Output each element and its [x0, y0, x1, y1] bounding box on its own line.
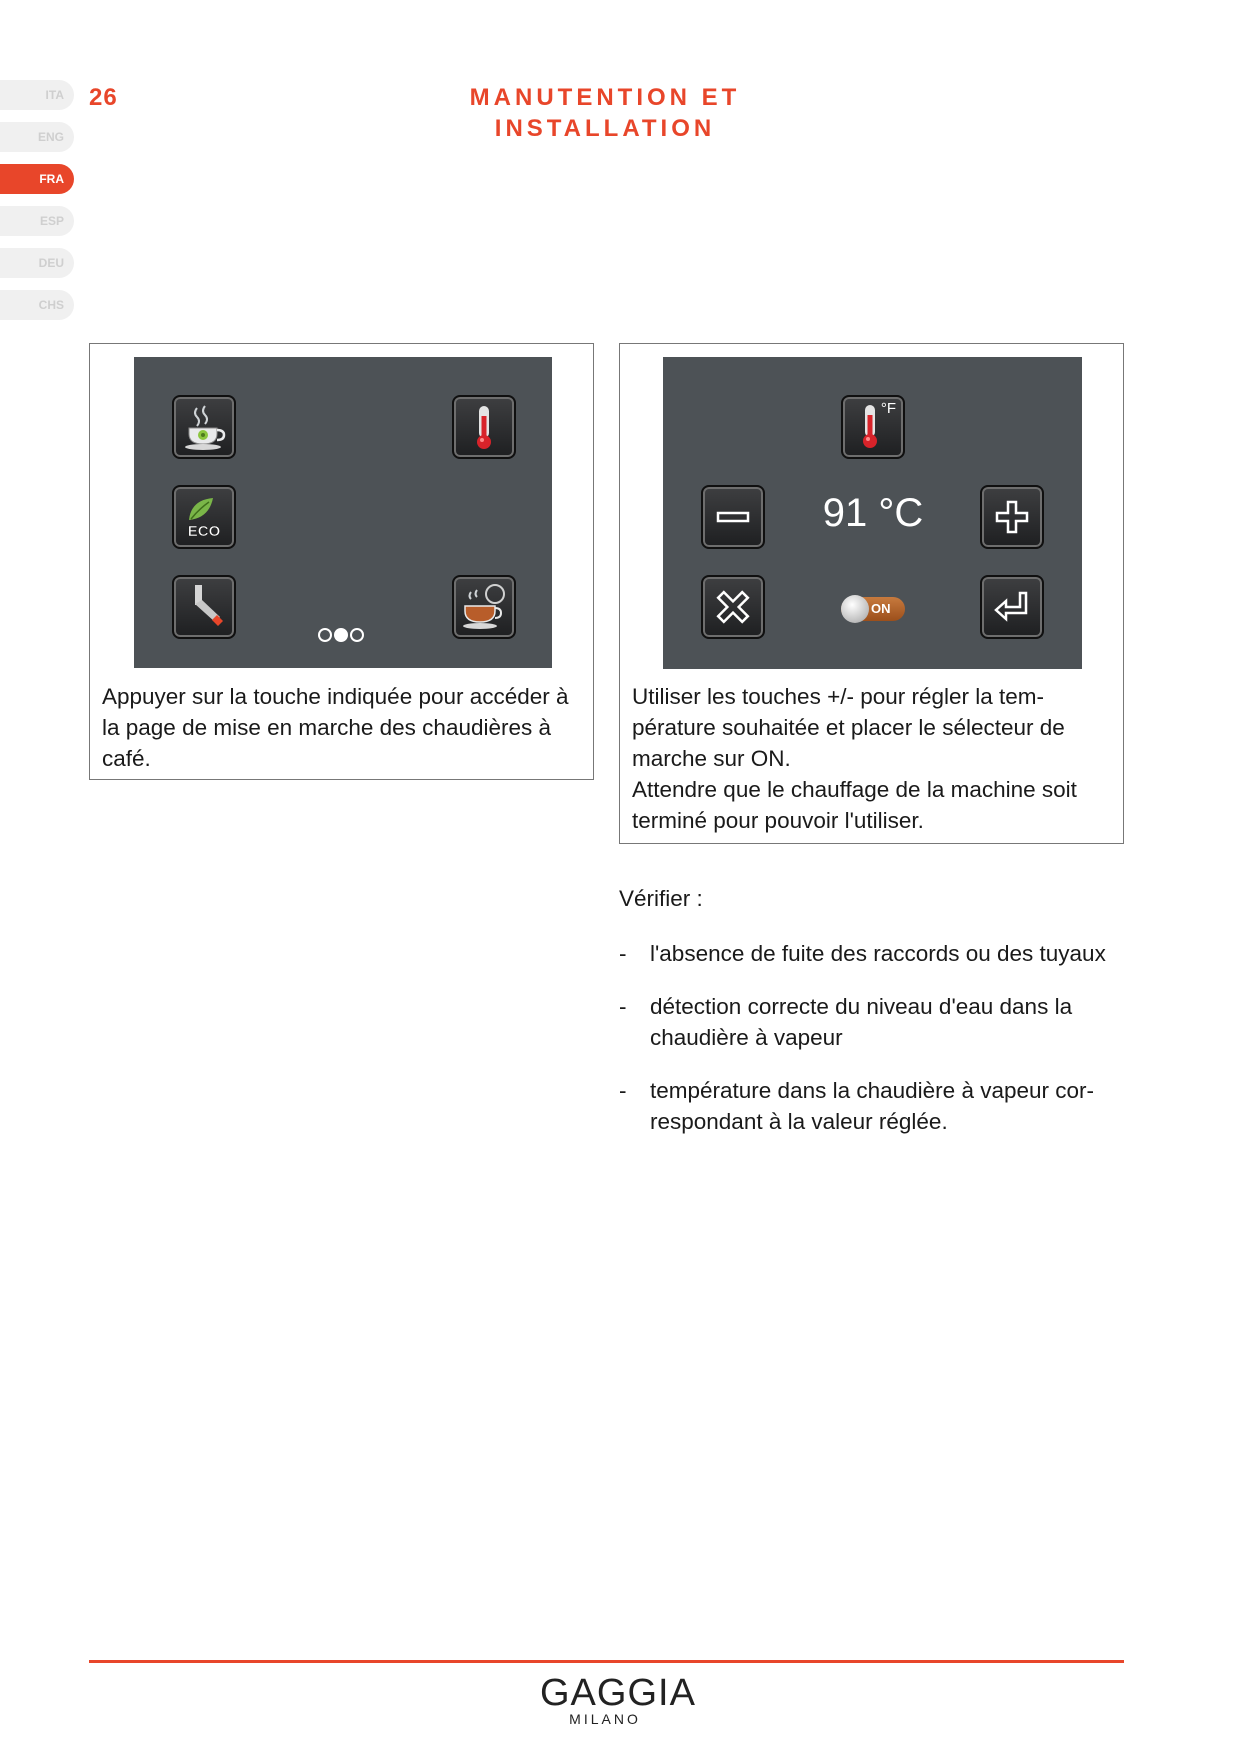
list-dash: -	[619, 1078, 627, 1103]
eco-button[interactable]	[172, 485, 236, 549]
page-title-line1: MANUTENTION ET	[469, 84, 741, 111]
page-number: 26	[89, 84, 118, 111]
list-dash: -	[619, 994, 627, 1019]
coffee-boiler-icon	[179, 402, 229, 452]
temperature-button[interactable]	[452, 395, 516, 459]
coffee-boiler-button[interactable]	[172, 395, 236, 459]
cancel-icon	[711, 585, 755, 629]
list-item	[619, 938, 1139, 969]
list-dash: -	[619, 941, 627, 966]
page-indicator-dot	[350, 628, 364, 642]
verification-section	[619, 883, 1139, 1159]
figure-left-caption	[102, 681, 587, 774]
lang-tab-ita[interactable]: ITA	[0, 80, 74, 110]
page-title-line2: INSTALLATION	[494, 115, 716, 142]
lang-tab-chs[interactable]: CHS	[0, 290, 74, 320]
figure-right-caption	[632, 681, 1117, 836]
page-indicator-dot	[318, 628, 332, 642]
caption-text: Appuyer sur la touche indiquée pour accéder à la page de mise en marche des chaudières à café.	[102, 684, 569, 771]
enter-button[interactable]	[980, 575, 1044, 639]
list-item-text: température dans la chaudière à vapeur cor-respondant à la valeur réglée.	[650, 1078, 1095, 1134]
increase-button[interactable]	[980, 485, 1044, 549]
minus-icon	[711, 495, 755, 539]
switch-label: ON	[871, 601, 891, 616]
lang-tab-eng[interactable]: ENG	[0, 122, 74, 152]
list-item	[619, 1075, 1139, 1137]
steam-wand-icon	[179, 582, 229, 632]
figure-right	[619, 343, 1124, 844]
unit-label: °F	[880, 400, 896, 417]
lang-tab-esp[interactable]: ESP	[0, 206, 74, 236]
page-title	[0, 82, 1210, 144]
brand-logo	[540, 1672, 696, 1727]
brand-subtitle: MILANO	[569, 1711, 641, 1727]
lang-tab-deu[interactable]: DEU	[0, 248, 74, 278]
hot-water-button[interactable]	[452, 575, 516, 639]
page-indicator	[318, 628, 366, 642]
unit-toggle-button[interactable]	[841, 395, 905, 459]
svg-text:ECO: ECO	[187, 523, 221, 540]
temperature-value: 91 °C	[822, 491, 924, 535]
control-screen-home	[134, 357, 552, 668]
thermometer-icon	[459, 402, 509, 452]
enter-icon	[990, 585, 1034, 629]
caption-paragraph-1: Utiliser les touches +/- pour régler la tem-pérature souhaitée et placer le sélecteur de marche sur ON.	[632, 684, 1065, 771]
cancel-button[interactable]	[701, 575, 765, 639]
eco-icon	[179, 492, 229, 542]
list-item	[619, 991, 1139, 1053]
plus-icon	[990, 495, 1034, 539]
caption-paragraph-2: Attendre que le chauffage de la machine soit terminé pour pouvoir l'utiliser.	[632, 777, 1077, 833]
page-indicator-dot-active	[334, 628, 348, 642]
list-item-text: l'absence de fuite des raccords ou des tuyaux	[650, 941, 1106, 966]
lang-tab-fra[interactable]: FRA	[0, 164, 74, 194]
footer-divider	[89, 1660, 1124, 1663]
switch-knob	[841, 595, 869, 623]
hot-cup-icon	[459, 582, 509, 632]
brand-name: GAGGIA	[540, 1672, 696, 1714]
steam-wand-button[interactable]	[172, 575, 236, 639]
verification-heading: Vérifier :	[619, 886, 703, 911]
figure-left	[89, 343, 594, 780]
decrease-button[interactable]	[701, 485, 765, 549]
list-item-text: détection correcte du niveau d'eau dans la chaudière à vapeur	[650, 994, 1073, 1050]
control-screen-temperature	[663, 357, 1082, 669]
on-off-switch[interactable]	[841, 597, 905, 621]
